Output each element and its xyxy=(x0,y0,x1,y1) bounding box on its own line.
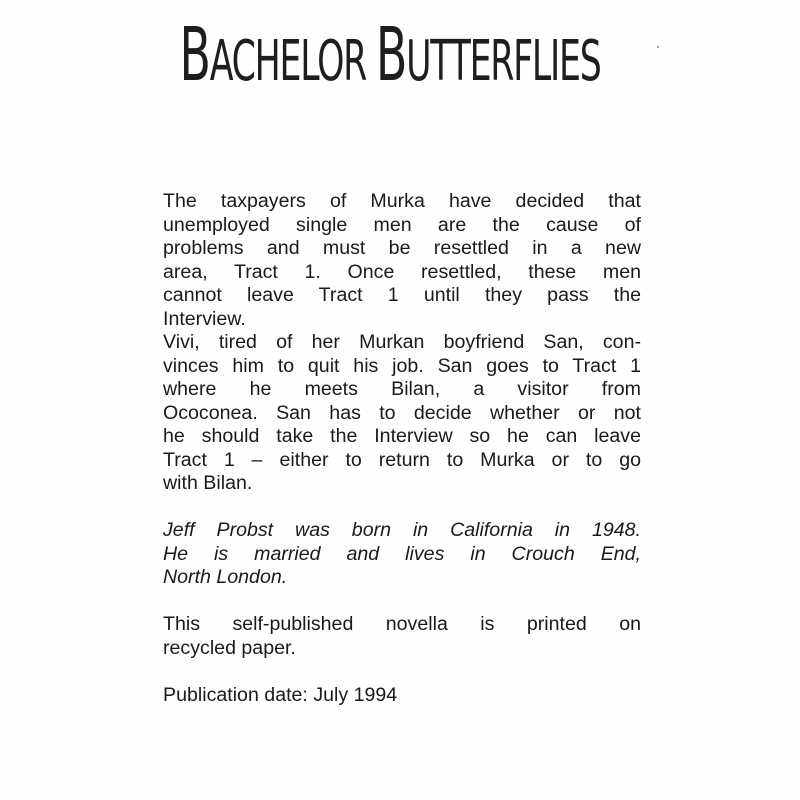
text-line: where he meets Bilan, a visitor from xyxy=(163,378,641,400)
text-line: Tract 1 – either to return to Murka or to go xyxy=(163,448,641,471)
text-line: The taxpayers of Murka have decided that xyxy=(163,190,641,212)
blurb-text xyxy=(163,190,641,707)
publication-date xyxy=(163,684,641,708)
text-line: recycled paper. xyxy=(163,636,296,659)
text-line: This self-published novella is printed on xyxy=(163,613,641,635)
paragraph-spacer xyxy=(163,660,641,684)
title-word-2-rest: UTTERFLIES xyxy=(406,29,601,94)
text-line: with Bilan. xyxy=(163,472,253,494)
text-line: He is married and lives in Crouch End, xyxy=(163,542,641,565)
title-word-1-rest: ACHELOR xyxy=(209,29,367,94)
book-title xyxy=(148,12,632,98)
title-initial-1: B xyxy=(179,12,210,98)
paper-speck xyxy=(657,46,659,48)
synopsis-paragraph-2 xyxy=(163,331,641,496)
printing-note xyxy=(163,613,641,660)
synopsis-paragraph-1 xyxy=(163,190,641,331)
text-line: Jeff Probst was born in California in 1948. xyxy=(163,519,641,541)
text-line: Publication date: July 1994 xyxy=(163,683,398,706)
text-line: Vivi, tired of her Murkan boyfriend San, con- xyxy=(163,331,641,353)
author-bio xyxy=(163,519,641,590)
text-line: North London. xyxy=(163,566,288,588)
text-line: problems and must be resettled in a new xyxy=(163,237,641,259)
title-initial-2: B xyxy=(375,12,407,98)
text-line: Interview. xyxy=(163,307,246,330)
text-line: area, Tract 1. Once resettled, these men xyxy=(163,260,641,283)
text-line: unemployed single men are the cause of xyxy=(163,213,641,236)
text-line: cannot leave Tract 1 until they pass the xyxy=(163,284,641,306)
paragraph-spacer xyxy=(163,496,641,520)
text-line: vinces him to quit his job. San goes to Tract 1 xyxy=(163,354,641,377)
paragraph-spacer xyxy=(163,590,641,614)
text-line: Ococonea. San has to decide whether or not xyxy=(163,401,641,424)
text-line: he should take the Interview so he can leave xyxy=(163,425,641,447)
